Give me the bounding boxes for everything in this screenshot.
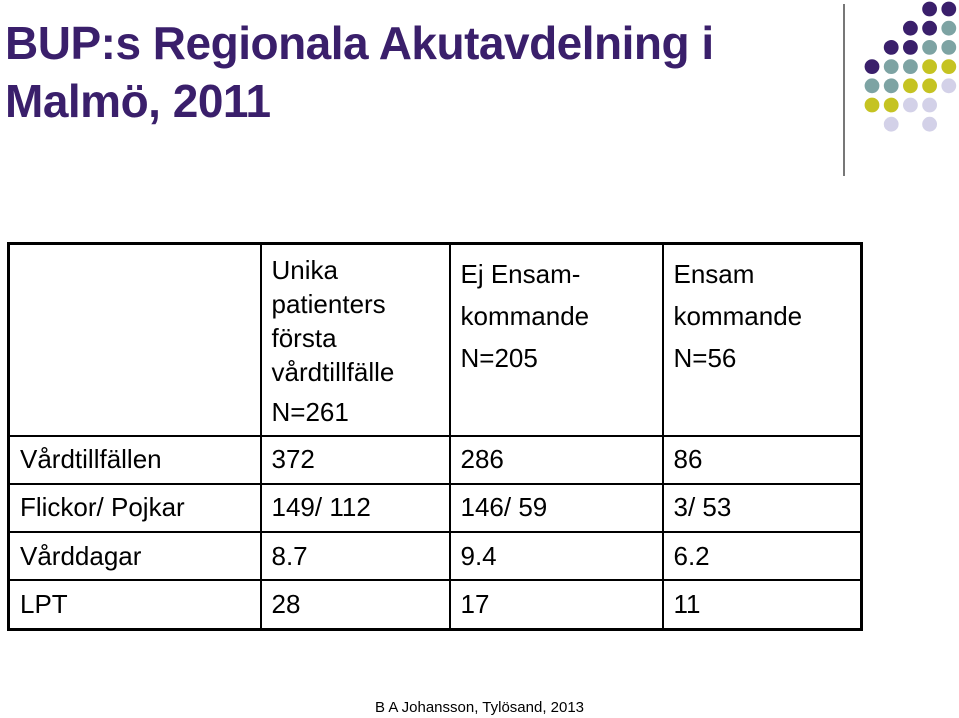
table-cell: 17 xyxy=(450,580,663,629)
header-n-value: N=261 xyxy=(271,397,349,427)
slide-footer: B A Johansson, Tylösand, 2013 xyxy=(374,699,585,716)
decorative-dot xyxy=(865,59,880,74)
decorative-dot xyxy=(884,98,899,113)
decorative-dot xyxy=(903,98,918,113)
row-label: Vårdtillfällen xyxy=(9,436,261,484)
header-cell-unaccompanied xyxy=(663,244,862,436)
header-cell-empty xyxy=(9,244,261,436)
table-cell: 11 xyxy=(663,580,862,629)
table-cell: 149/ 112 xyxy=(261,484,450,532)
header-text: Ej Ensam- xyxy=(460,259,581,289)
table-cell: 9.4 xyxy=(450,532,663,580)
header-text: första xyxy=(271,323,337,353)
table-cell: 28 xyxy=(261,580,450,629)
header-text: Ensam xyxy=(673,259,755,289)
decorative-dot xyxy=(941,21,956,36)
header-text: kommande xyxy=(460,301,590,331)
header-text: Unika xyxy=(271,255,338,285)
decorative-dot xyxy=(922,59,937,74)
decorative-dot xyxy=(922,21,937,36)
header-n-value: N=56 xyxy=(673,343,737,373)
decorative-dot xyxy=(922,78,937,93)
table-cell: 8.7 xyxy=(261,532,450,580)
table-cell: 86 xyxy=(663,436,862,484)
table-cell: 286 xyxy=(450,436,663,484)
slide-title: BUP:s Regionala Akutavdelning i Malmö, 2011 xyxy=(5,17,714,127)
decorative-dot xyxy=(884,78,899,93)
decorative-dot xyxy=(903,59,918,74)
decorative-dot xyxy=(903,40,918,55)
header-n-value: N=205 xyxy=(460,343,538,373)
table-cell: 372 xyxy=(261,436,450,484)
decorative-dot xyxy=(941,2,956,17)
row-label: LPT xyxy=(9,580,261,629)
table-row xyxy=(9,580,862,629)
decorative-dot xyxy=(922,98,937,113)
decorative-dot xyxy=(903,78,918,93)
row-label: Flickor/ Pojkar xyxy=(9,484,261,532)
decorative-dot xyxy=(922,40,937,55)
decorative-dot xyxy=(865,98,880,113)
table-cell: 6.2 xyxy=(663,532,862,580)
header-text: kommande xyxy=(673,301,803,331)
patient-statistics-table xyxy=(7,242,863,631)
decorative-dot xyxy=(941,40,956,55)
decorative-dot xyxy=(941,59,956,74)
table-header-row xyxy=(9,244,862,436)
table-row xyxy=(9,436,862,484)
decorative-dot xyxy=(865,78,880,93)
table-cell: 3/ 53 xyxy=(663,484,862,532)
header-text: patienters xyxy=(271,289,386,319)
decorative-dot xyxy=(941,78,956,93)
row-label: Vårddagar xyxy=(9,532,261,580)
title-divider-line xyxy=(843,4,845,176)
header-cell-not-unaccompanied xyxy=(450,244,663,436)
decorative-dot xyxy=(884,117,899,132)
decorative-dot xyxy=(884,40,899,55)
table-row xyxy=(9,484,862,532)
decorative-dot xyxy=(922,117,937,132)
decorative-dot xyxy=(884,59,899,74)
table-cell: 146/ 59 xyxy=(450,484,663,532)
header-text: vårdtillfälle xyxy=(271,357,395,387)
decorative-dot xyxy=(903,21,918,36)
table-row xyxy=(9,532,862,580)
header-cell-unique-patients xyxy=(261,244,450,436)
decorative-dot xyxy=(922,2,937,17)
